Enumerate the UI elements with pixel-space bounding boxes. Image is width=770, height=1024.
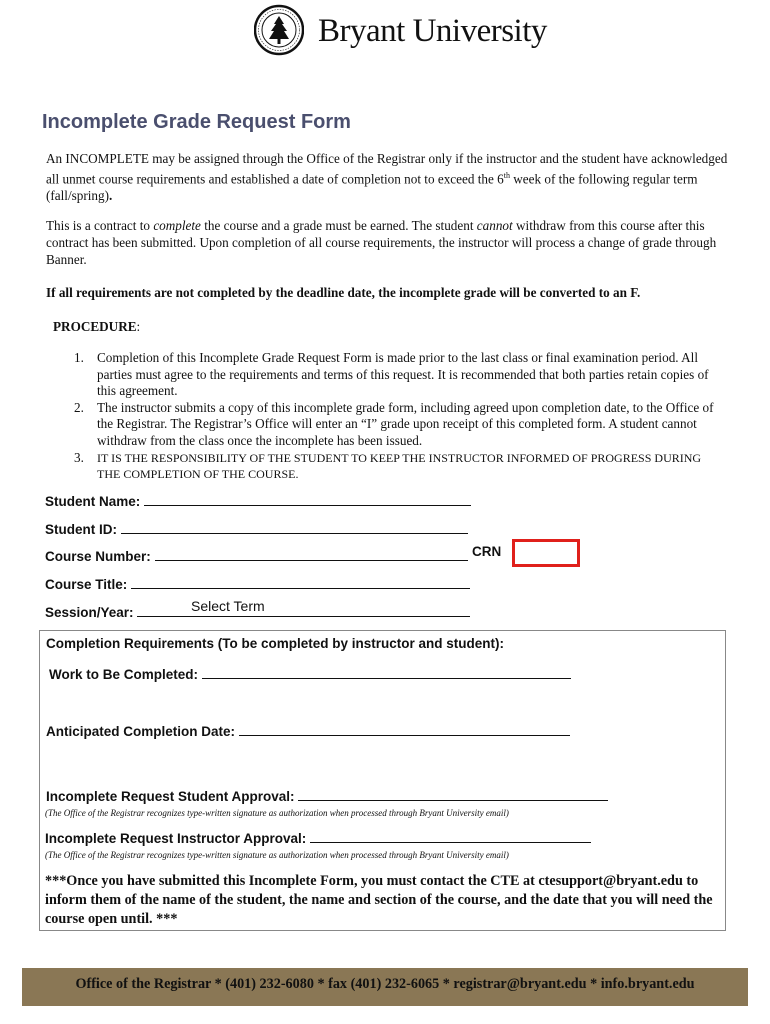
footer-contact-text: Office of the Registrar * (401) 232-6080 * fax (401) 232-6065 * registrar@bryant.edu * info.bryant.edu <box>75 976 695 992</box>
course-number-field[interactable]: Course Number: <box>45 549 468 564</box>
intro-paragraph: An INCOMPLETE may be assigned through the Office of the Registrar only if the instructor and the student have acknowledged all unmet course requirements and established a date of completion not to exceed the 6th week of the following regular term (fall/spring). <box>46 151 728 204</box>
course-title-line[interactable] <box>131 577 470 589</box>
procedure-steps <box>74 350 724 483</box>
footer-bar <box>22 968 748 1006</box>
cte-contact-notice: ***Once you have submitted this Incomplete Form, you must contact the CTE at ctesupport@bryant.edu to inform them of the name of the student, the name and section of the course, and the date that you will need the course open until. *** <box>45 873 713 927</box>
course-title-field[interactable]: Course Title: <box>45 577 470 592</box>
crn-input[interactable] <box>512 539 580 567</box>
deadline-warning: If all requirements are not completed by the deadline date, the incomplete grade will be converted to an F. <box>46 285 641 300</box>
session-year-field[interactable]: Session/Year: <box>45 605 470 620</box>
instructor-signature-note: (The Office of the Registrar recognizes type-written signature as authorization when processed through Bryant University email) <box>45 850 509 860</box>
student-approval-field[interactable]: Incomplete Request Student Approval: <box>46 789 608 804</box>
procedure-step: 2. The instructor submits a copy of this incomplete grade form, including agreed upon completion date, to the Office of the Registrar. The Registrar’s Office will enter an “I” grade upon receipt of this completed form. A student cannot withdraw from the class once the incomplete has been issued. <box>74 399 714 448</box>
procedure-step: 3. IT IS THE RESPONSIBILITY OF THE STUDENT TO KEEP THE INSTRUCTOR INFORMED OF PROGRESS DURING THE COMPLETION OF THE COURSE. <box>74 449 702 482</box>
contract-paragraph: This is a contract to complete the course and a grade must be earned. The student cannot withdraw from this course after this contract has been submitted. Upon completion of all course requirements, the instructor will process a change of grade through Banner. <box>46 218 717 267</box>
form-title: Incomplete Grade Request Form <box>42 111 351 133</box>
student-signature-note: (The Office of the Registrar recognizes type-written signature as authorization when processed through Bryant University email) <box>45 808 509 818</box>
university-seal-logo <box>254 4 304 56</box>
procedure-step: 1. Completion of this Incomplete Grade Request Form is made prior to the last class or final examination period. All parties must agree to the requirements and terms of this request. It is recommended that both parties retain copies of this agreement. <box>74 350 709 399</box>
work-to-be-completed-field[interactable]: Work to Be Completed: <box>49 667 571 682</box>
student-name-line[interactable] <box>144 494 471 506</box>
student-id-line[interactable] <box>121 522 468 534</box>
instructor-approval-field[interactable]: Incomplete Request Instructor Approval: <box>45 831 591 846</box>
work-line[interactable] <box>202 667 571 679</box>
select-term-dropdown[interactable]: Select Term <box>191 598 265 614</box>
university-name: Bryant University <box>318 13 547 49</box>
completion-date-line[interactable] <box>239 724 570 736</box>
completion-date-field[interactable]: Anticipated Completion Date: <box>46 724 570 739</box>
session-year-line[interactable] <box>137 605 470 617</box>
student-id-field[interactable]: Student ID: <box>45 522 468 537</box>
procedure-heading: PROCEDURE: <box>53 319 141 334</box>
course-number-line[interactable] <box>155 549 468 561</box>
completion-heading: Completion Requirements (To be completed by instructor and student): <box>46 636 505 651</box>
crn-label: CRN <box>472 544 502 559</box>
student-signature-line[interactable] <box>298 789 608 801</box>
student-name-field[interactable]: Student Name: <box>45 494 471 509</box>
instructor-signature-line[interactable] <box>310 831 591 843</box>
